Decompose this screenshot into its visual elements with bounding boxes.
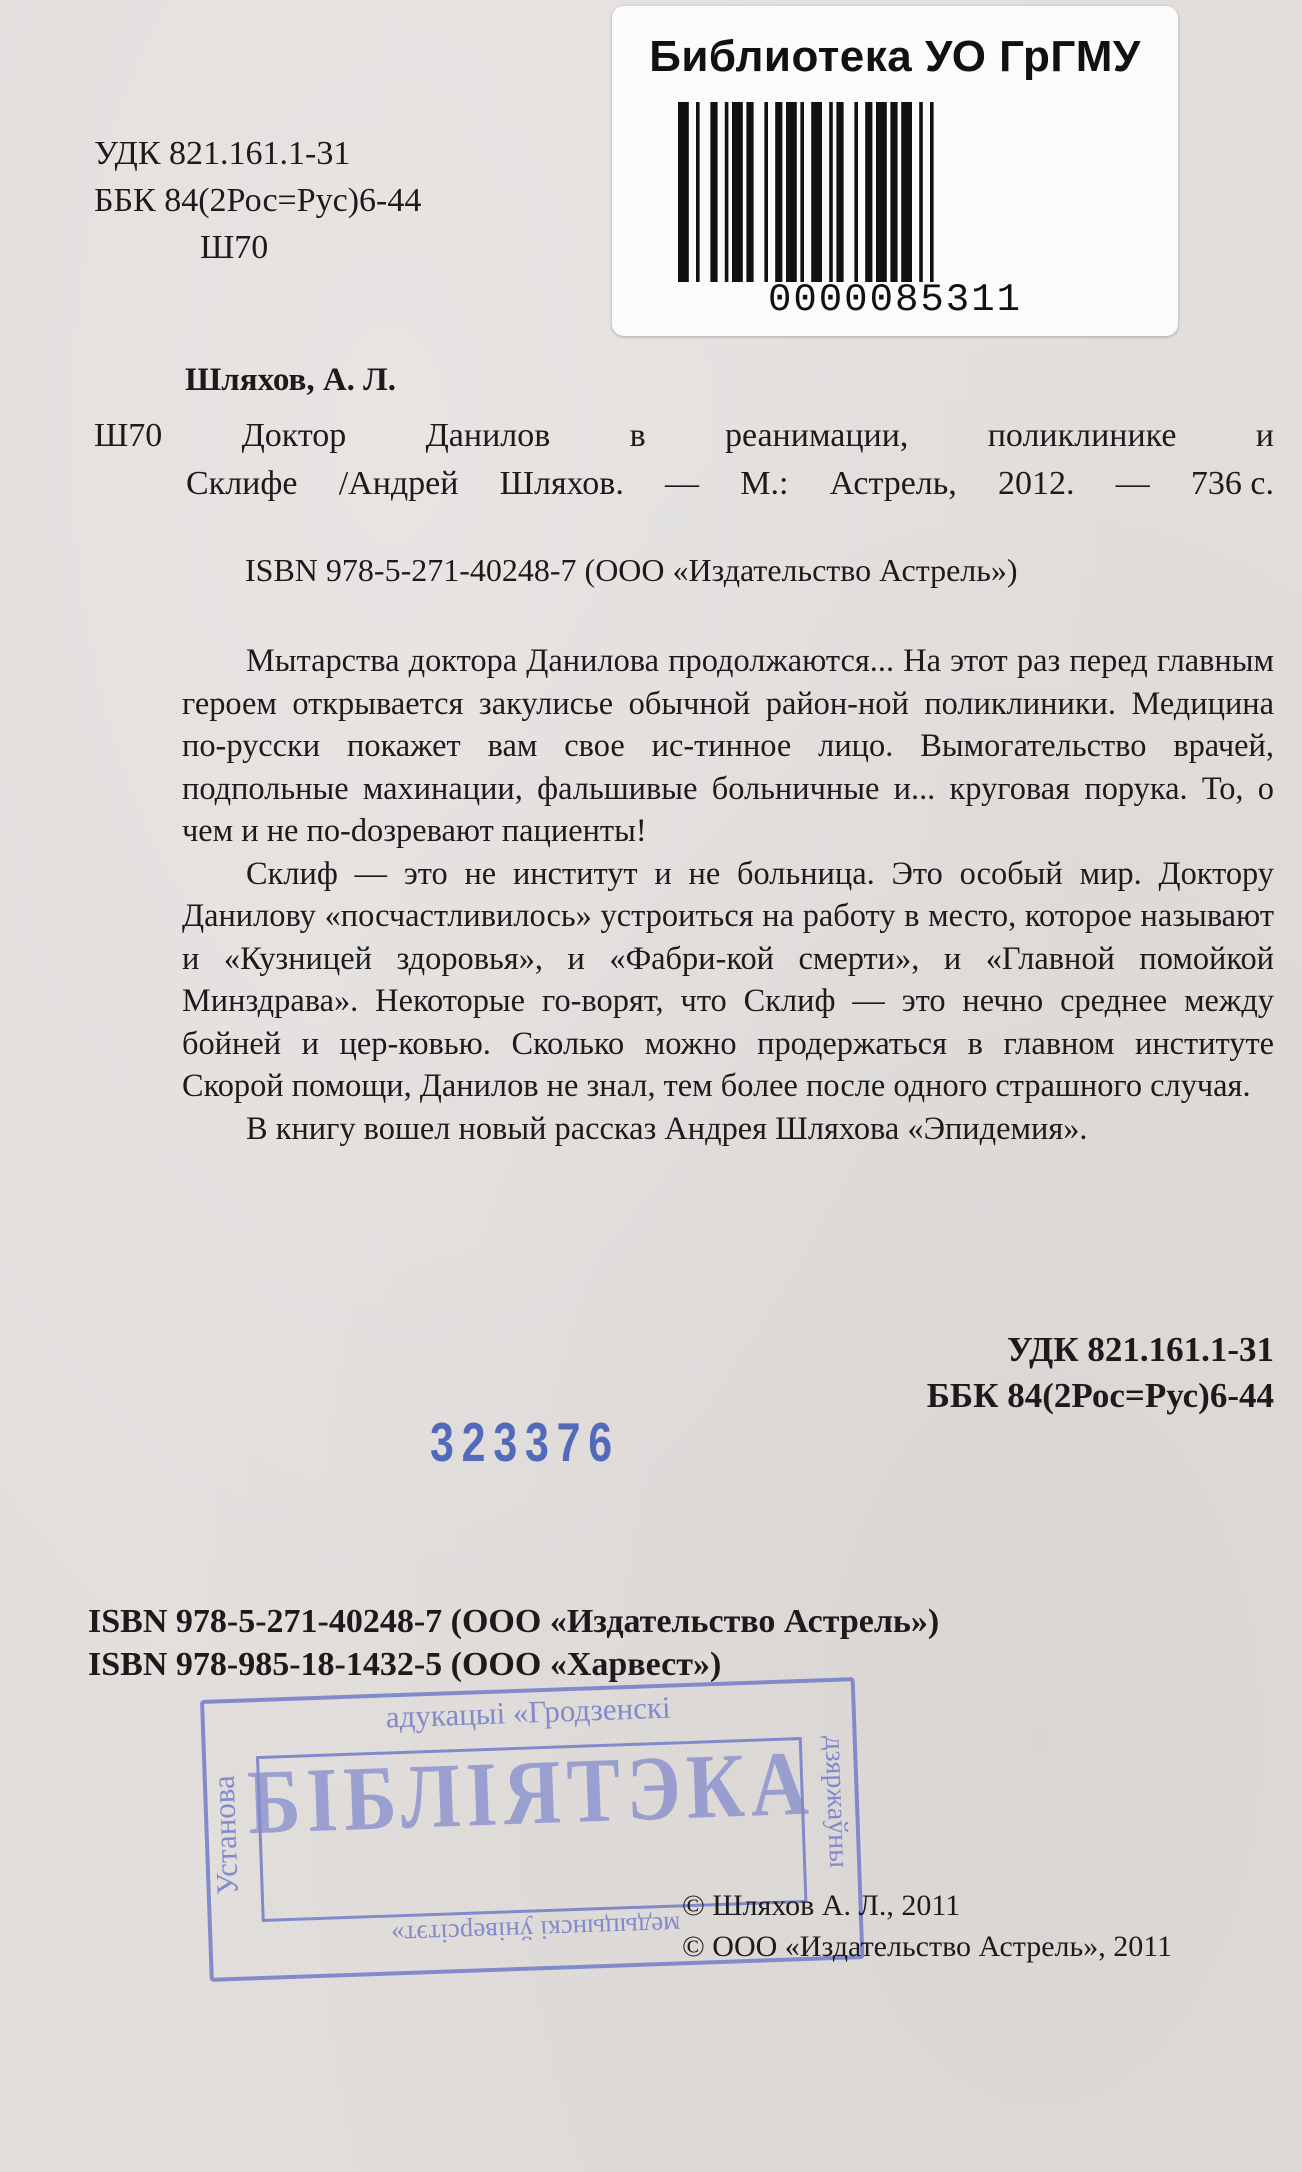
barcode-bar bbox=[829, 102, 833, 282]
copyright-line: © ООО «Издательство Астрель», 2011 bbox=[682, 1930, 1173, 1963]
annotation-paragraph: Склиф — это не институт и не больница. Это особый мир. Доктору Данилову «посчастливилось» устроиться на работу в место, которое называют и «Кузницей здоровья», и «Фабри-кой смерти», и «Главной помойкой Минздрава». Некоторые го-ворят, что Склиф — это нечно среднее между бойней и цер-ковью. Сколько можно продержаться в главном институте Скорой помощи, Данилов не знал, тем более после одного страшного случая. bbox=[182, 855, 1274, 1104]
barcode-bar bbox=[710, 102, 717, 282]
copyright-line: © Шляхов А. Л., 2011 bbox=[682, 1889, 961, 1922]
stamp-top-text: адукацыі «Гродзенскі bbox=[385, 1689, 672, 1735]
barcode-bar bbox=[764, 102, 768, 282]
inventory-stamp-number: 323376 bbox=[430, 1411, 620, 1473]
barcode-bar bbox=[746, 102, 753, 282]
stamp-library-word: БІБЛІЯТЭКА bbox=[245, 1732, 816, 1854]
author-sign: Ш70 bbox=[200, 229, 269, 266]
biblio-title-line-2 bbox=[94, 460, 1274, 508]
udk-code-bold: УДК 821.161.1-31 bbox=[1006, 1330, 1274, 1369]
biblio-word: — bbox=[665, 465, 700, 502]
udk-code: УДК 821.161.1-31 bbox=[94, 135, 351, 172]
biblio-isbn: ISBN 978-5-271-40248-7 (ООО «Издательство Астрель») bbox=[245, 552, 1018, 588]
barcode-bar bbox=[876, 102, 887, 282]
annotation-paragraph: Мытарства доктора Данилова продолжаются... На этот раз перед главным героем открывается закулисье обычной район-ной поликлиники. Медицина по-русски покажет вам свое ис-тинное лицо. Вымогательство врачей, подпольные махинации, фальшивые больничные и... круговая порука. То, о чем и не по-dозревают пациенты! bbox=[182, 643, 1274, 849]
biblio-word: и bbox=[1255, 417, 1274, 454]
barcode-bar bbox=[836, 102, 843, 282]
bbk-code: ББК 84(2Рос=Рус)6-44 bbox=[94, 182, 422, 219]
barcode-bar bbox=[901, 102, 912, 282]
biblio-word: в bbox=[629, 417, 646, 454]
annotation-text bbox=[182, 640, 1274, 1150]
barcode-bar bbox=[732, 102, 743, 282]
barcode-bar bbox=[678, 102, 689, 282]
isbn-line: ISBN 978-5-271-40248-7 (ООО «Издательство Астрель») bbox=[88, 1603, 940, 1640]
biblio-word: Астрель, bbox=[829, 465, 957, 502]
stamp-bottom-text: медыцынскі ўніверсітэт» bbox=[390, 1910, 681, 1951]
barcode-bar bbox=[919, 102, 923, 282]
biblio-word: реанимации, bbox=[724, 417, 909, 454]
library-barcode-label bbox=[612, 6, 1178, 336]
barcode-number: 0000085311 bbox=[767, 278, 1023, 322]
isbn-list bbox=[88, 1600, 939, 1686]
isbn-line: ISBN 978-985-18-1432-5 (ООО «Харвест») bbox=[88, 1646, 722, 1683]
author-heading: Шляхов, А. Л. bbox=[185, 362, 397, 398]
stamp-left-text: Установа bbox=[205, 1774, 245, 1896]
barcode-bar bbox=[786, 102, 797, 282]
barcode-bar bbox=[775, 102, 782, 282]
biblio-word: /Андрей bbox=[338, 465, 459, 502]
biblio-word: 2012. bbox=[997, 465, 1075, 502]
biblio-word: Шляхов. bbox=[499, 465, 624, 502]
barcode-bar bbox=[890, 102, 897, 282]
biblio-word: поликлинике bbox=[987, 417, 1177, 454]
barcode-bar bbox=[854, 102, 858, 282]
biblio-sign: Ш70 bbox=[94, 417, 163, 454]
biblio-word: М.: bbox=[740, 465, 789, 502]
barcode-bar bbox=[696, 102, 700, 282]
barcode-bar bbox=[800, 102, 804, 282]
barcode-bar bbox=[811, 102, 822, 282]
biblio-word: Доктор bbox=[241, 417, 347, 454]
barcode-icon bbox=[678, 102, 1112, 282]
barcode-bar bbox=[725, 102, 729, 282]
bbk-code-bold: ББК 84(2Рос=Рус)6-44 bbox=[926, 1376, 1274, 1415]
biblio-word: — bbox=[1115, 465, 1150, 502]
biblio-word: Склифе bbox=[186, 465, 298, 502]
annotation-paragraph: В книгу вошел новый рассказ Андрея Шляхова «Эпидемия». bbox=[246, 1110, 1088, 1147]
barcode-label-title: Библиотека УО ГрГМУ bbox=[649, 32, 1141, 81]
bibliographic-description bbox=[94, 412, 1274, 508]
biblio-word: 736 с. bbox=[1190, 465, 1274, 502]
stamp-right-text: дзяржаўны bbox=[818, 1735, 855, 1869]
barcode-bar bbox=[930, 102, 934, 282]
copyright-block bbox=[682, 1885, 1172, 1967]
biblio-word: Данилов bbox=[425, 417, 551, 454]
classification-codes bbox=[94, 130, 421, 271]
classification-codes-bold bbox=[927, 1327, 1274, 1419]
biblio-title-line-1 bbox=[94, 412, 1274, 460]
barcode-bar bbox=[865, 102, 872, 282]
